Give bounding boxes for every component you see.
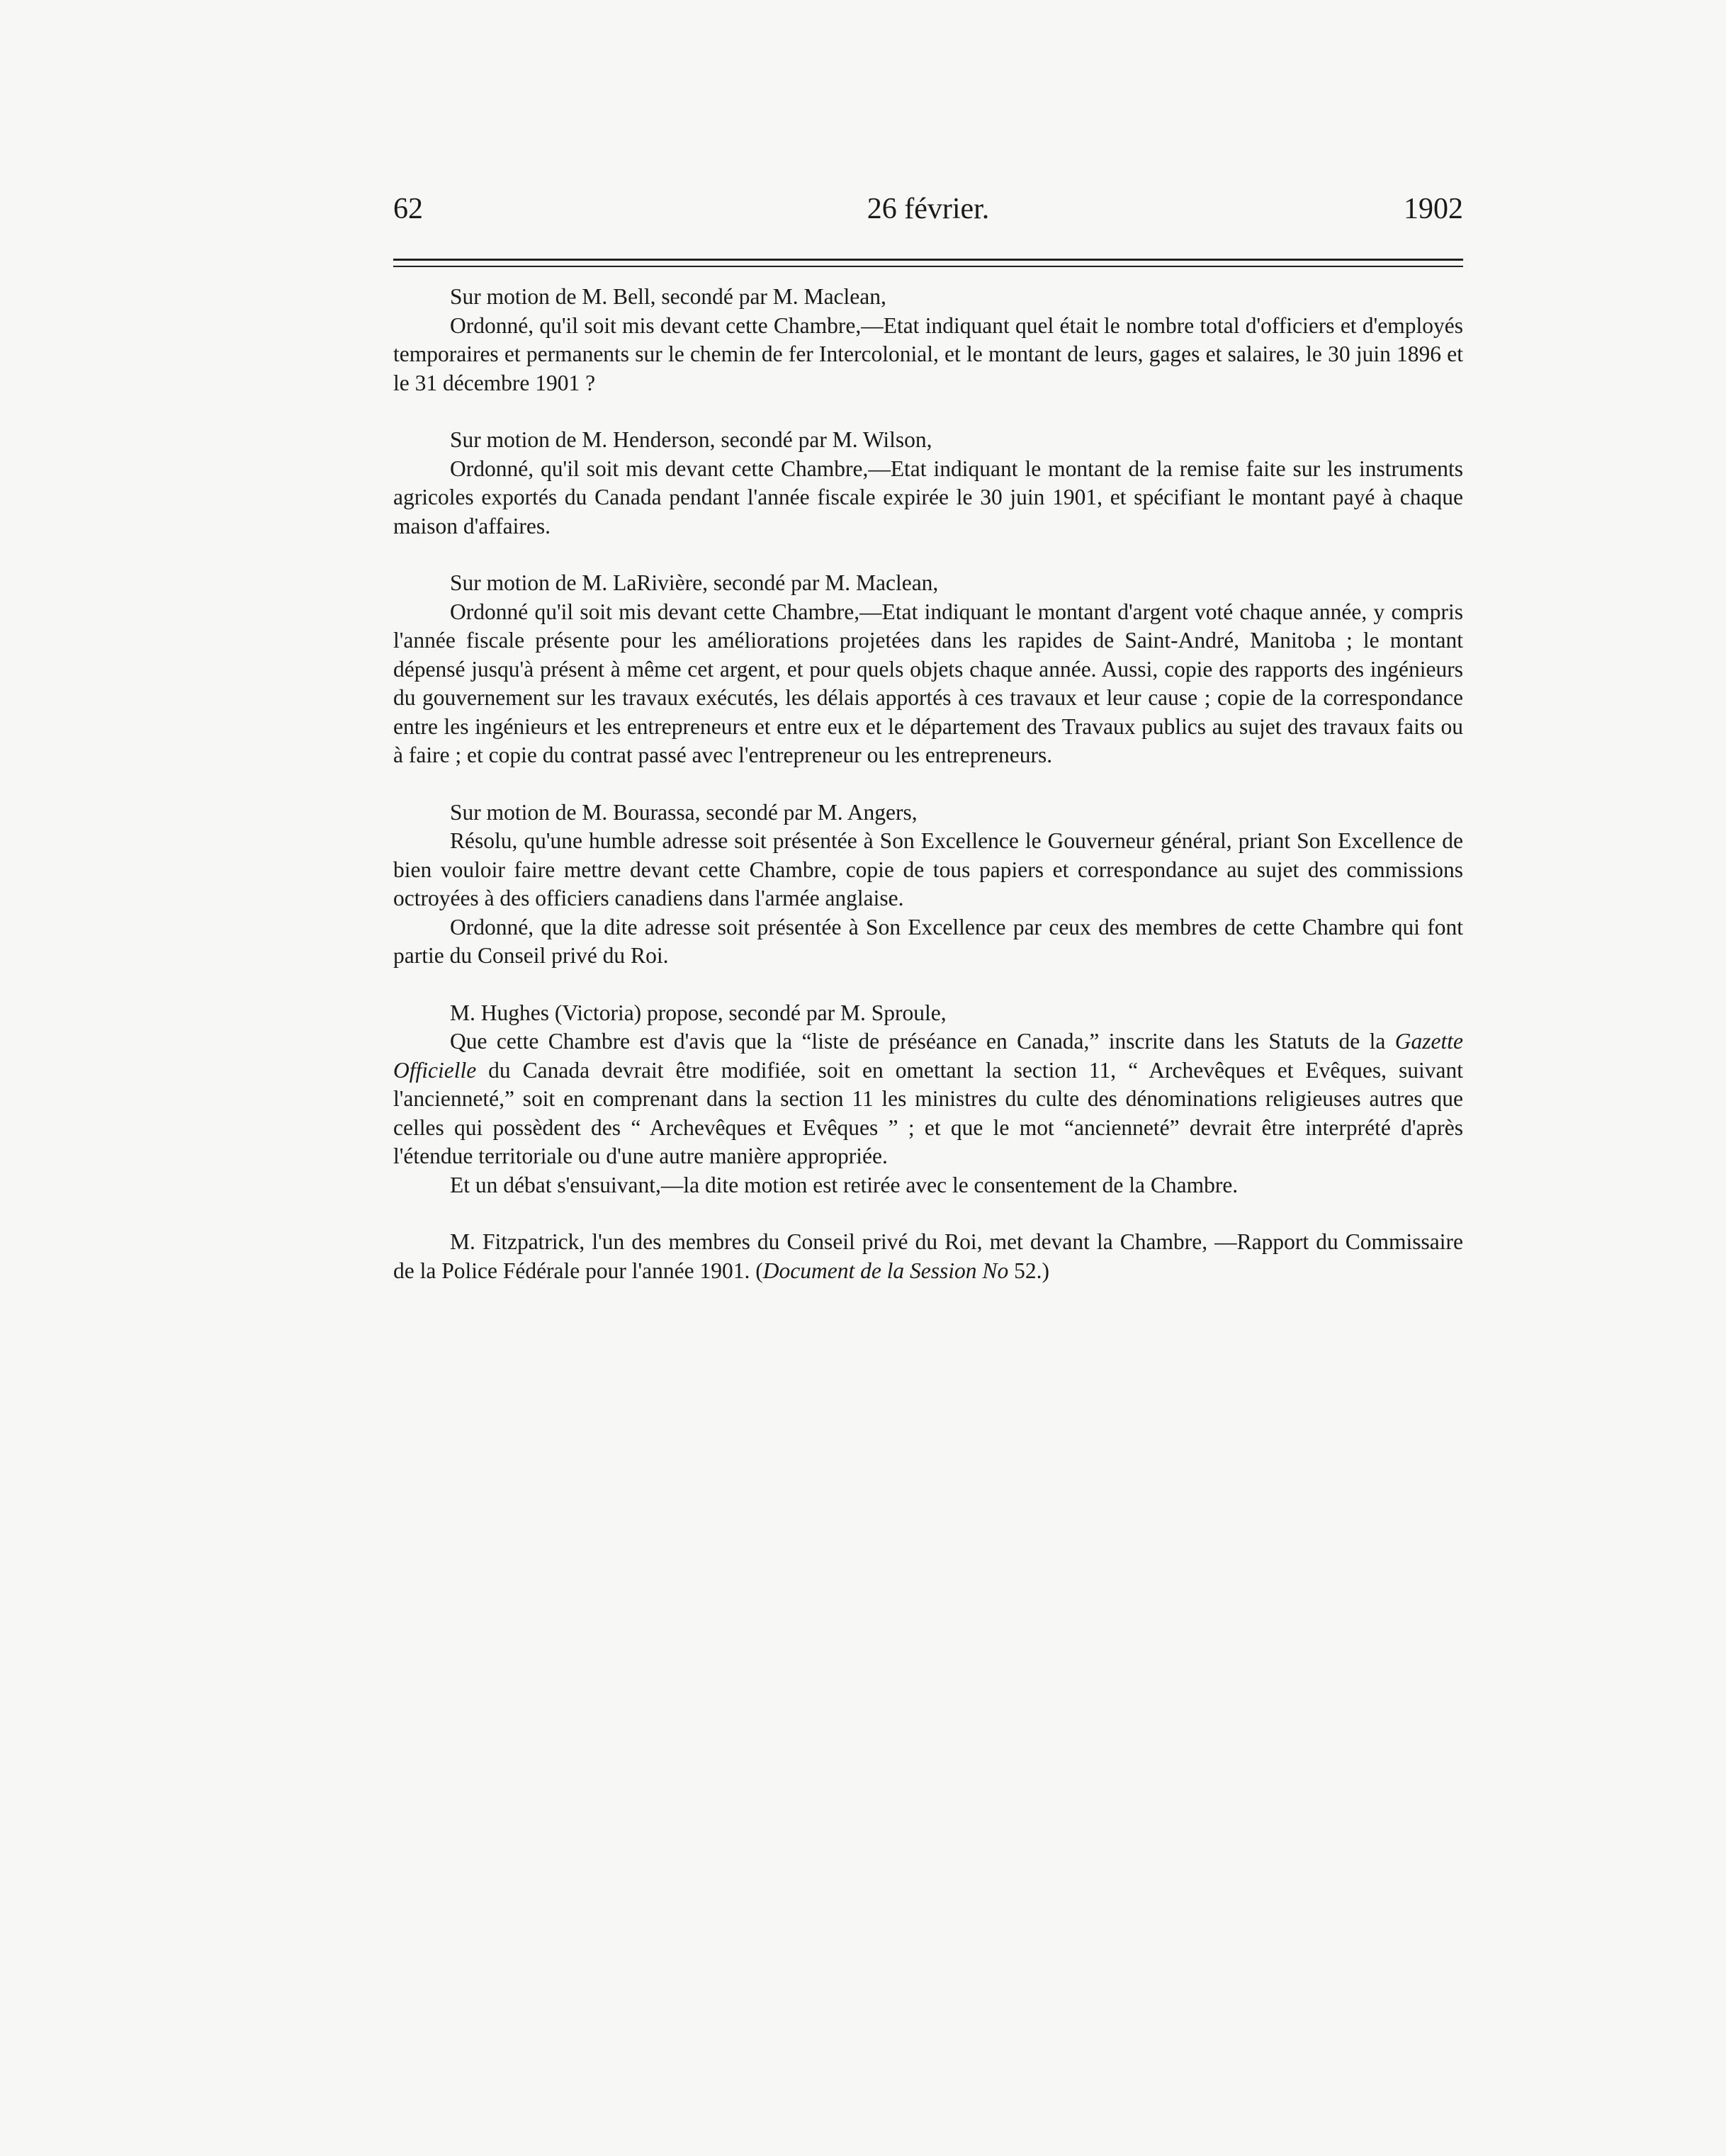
gazette-title: Gazette Officielle <box>393 1029 1463 1083</box>
motion-line: M. Hughes (Victoria) propose, secondé par M. Sproule, <box>450 1000 947 1025</box>
motion-line: Sur motion de M. Henderson, secondé par M. Wilson, <box>450 427 932 452</box>
document-page <box>393 188 1463 1314</box>
sessional-paper-reference: Document de la Session No <box>762 1258 1009 1283</box>
header-double-rule <box>393 259 1463 267</box>
entry-lariviere-motion <box>393 569 1463 770</box>
debate-paragraph: Et un débat s'ensuivant,—la dite motion est retirée avec le consentement de la Chambre. <box>450 1172 1239 1197</box>
entry-fitzpatrick-report <box>393 1228 1463 1285</box>
order-paragraph: Ordonné, qu'il soit mis devant cette Chambre,—Etat indiquant le montant de la remise faite sur les instruments agricoles exportés du Canada pendant l'année fiscale expirée le 30 juin 1901, et spécifiant le montant payé à chaque maison d'affaires. <box>393 456 1463 538</box>
motion-line: Sur motion de M. LaRivière, secondé par M. Maclean, <box>450 570 939 595</box>
journal-body <box>393 283 1463 1285</box>
header-year: 1902 <box>1404 193 1463 225</box>
report-paragraph <box>393 1228 1463 1285</box>
motion-text-part: Que cette Chambre est d'avis que la “liste de préséance en Canada,” inscrite dans les Statuts de la <box>450 1029 1395 1054</box>
entry-bell-motion <box>393 283 1463 397</box>
motion-text-paragraph <box>393 1027 1463 1171</box>
motion-line: Sur motion de M. Bell, secondé par M. Maclean, <box>450 284 886 309</box>
sessional-paper-number: 52.) <box>1008 1258 1049 1283</box>
motion-line: Sur motion de M. Bourassa, secondé par M. Angers, <box>450 799 918 825</box>
report-text: M. Fitzpatrick, l'un des membres du Conseil privé du Roi, met devant la Chambre, —Rapport du Commissaire de la Police Fédérale pour l'année 1901. ( <box>393 1229 1463 1283</box>
motion-text-part: du Canada devrait être modifiée, soit en omettant la section 11, “ Archevêques et Evêques, suivant l'ancienneté,” soit en comprenant dans la section 11 les ministres du culte des dénominations religieuses autres que celles qui possèdent des “ Archevêques et Evêques ” ; et que le mot “ancienneté” devrait être interprété d'après l'étendue territoriale ou d'une autre manière appropriée. <box>393 1057 1463 1168</box>
entry-hughes-motion <box>393 999 1463 1200</box>
order-paragraph: Ordonné, que la dite adresse soit présentée à Son Excellence par ceux des membres de cette Chambre qui font partie du Conseil privé du Roi. <box>393 914 1463 968</box>
entry-henderson-motion <box>393 426 1463 541</box>
resolution-paragraph: Résolu, qu'une humble adresse soit présentée à Son Excellence le Gouverneur général, priant Son Excellence de bien vouloir faire mettre devant cette Chambre, copie de tous papiers et correspondance au sujet des commissions octroyées à des officiers canadiens dans l'armée anglaise. <box>393 828 1463 910</box>
running-head <box>393 188 1463 230</box>
order-paragraph: Ordonné, qu'il soit mis devant cette Chambre,—Etat indiquant quel était le nombre total d'officiers et d'employés temporaires et permanents sur le chemin de fer Intercolonial, et le montant de leurs, gages et salaires, le 30 juin 1896 et le 31 décembre 1901 ? <box>393 312 1463 395</box>
entry-bourassa-motion <box>393 798 1463 971</box>
header-date: 26 février. <box>867 193 990 225</box>
page-number: 62 <box>393 193 423 225</box>
order-paragraph: Ordonné qu'il soit mis devant cette Chambre,—Etat indiquant le montant d'argent voté chaque année, y compris l'année fiscale présente pour les améliorations projetées dans les rapides de Saint-André, Manitoba ; le montant dépensé jusqu'à présent à même cet argent, et pour quels objets chaque année. Aussi, copie des rapports des ingénieurs du gouvernement sur les travaux exécutés, les délais apportés à ces travaux et leur cause ; copie de la correspondance entre les ingénieurs et les entrepreneurs et entre eux et le département des Travaux publics au sujet des travaux faits ou à faire ; et copie du contrat passé avec l'entrepreneur ou les entrepreneurs. <box>393 599 1463 767</box>
